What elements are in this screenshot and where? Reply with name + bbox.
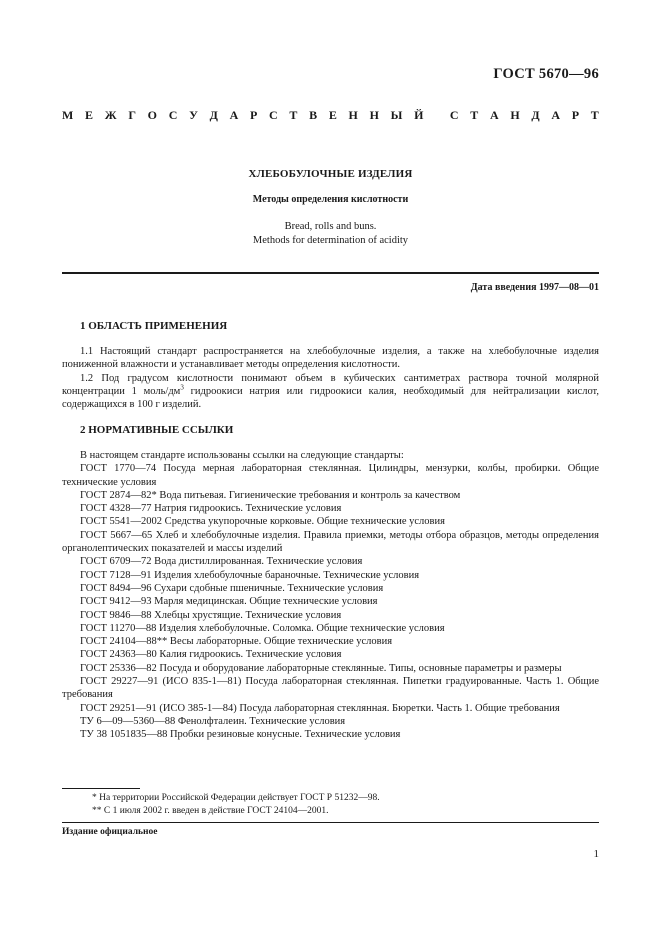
reference-item: ГОСТ 6709—72 Вода дистиллированная. Технические условия <box>80 556 363 568</box>
banner-letter: Р <box>571 108 580 122</box>
banner-letter: Н <box>348 108 358 122</box>
page-number: 1 <box>593 848 599 860</box>
banner-letter: Р <box>249 108 258 122</box>
english-title-line-2: Methods for determination of acidity <box>252 234 409 246</box>
paragraph-1-1: 1.1 Настоящий стандарт распространяется на хлебобулочные изделия, а также на хлебобулочные изделия пониженной влажности и устанавливает методы определения кислотности. <box>62 346 599 371</box>
english-title <box>0 220 661 247</box>
banner-letter: Е <box>328 108 337 122</box>
banner-letter: С <box>168 108 178 122</box>
banner-letter: Д <box>209 108 218 122</box>
reference-item: ГОСТ 9846—88 Хлебцы хрустящие. Технические условия <box>80 609 342 621</box>
banner-letter: Т <box>470 108 479 122</box>
banner-letter: У <box>189 108 198 122</box>
banner-letter: Ы <box>390 108 403 122</box>
banner-letter: Г <box>128 108 136 122</box>
banner-letter: Н <box>510 108 520 122</box>
reference-item: ТУ 38 1051835—88 Пробки резиновые конусные. Технические условия <box>80 729 401 741</box>
english-title-line-1: Bread, rolls and buns. <box>284 221 377 232</box>
footnote-2: ** С 1 июля 2002 г. введен в действие ГОСТ 24104—2001. <box>92 806 329 816</box>
banner-letter: Т <box>590 108 599 122</box>
paragraph-1-2: 1.2 Под градусом кислотности понимают объем в кубических сантиметрах раствора точной молярной концентрации 1 моль/$дм^3$ гидроокиси натрия или гидроокиси калия, необходимый для нейтрализации кислот, содержащихся в 100 г изделий. <box>62 372 599 411</box>
reference-item: ГОСТ 29227—91 (ИСО 835-1—81) Посуда лабораторная стеклянная. Пипетки градуированные. Часть 1. Общие требования <box>62 676 599 701</box>
reference-item: В настоящем стандарте использованы ссылки на следующие стандарты: <box>80 450 404 461</box>
reference-item: ГОСТ 29251—91 (ИСО 385-1—84) Посуда лабораторная стеклянная. Бюретки. Часть 1. Общие требования <box>80 702 560 714</box>
reference-item: ГОСТ 25336—82 Посуда и оборудование лабораторные стеклянные. Типы, основные параметры и размеры <box>80 662 562 674</box>
document-subtitle: Методы определения кислотности <box>252 194 409 205</box>
banner-letter: С <box>449 108 459 122</box>
reference-item: ГОСТ 24363—80 Калия гидроокись. Технические условия <box>80 649 342 661</box>
banner-letter: Д <box>531 108 540 122</box>
interstate-standard-banner <box>62 108 599 123</box>
reference-item: ГОСТ 5667—65 Хлеб и хлебобулочные изделия. Правила приемки, методы отбора образцов, методы определения органолептических показателей и массы изделий <box>62 529 599 555</box>
reference-item: ГОСТ 4328—77 Натрия гидроокись. Технические условия <box>80 503 342 515</box>
footnote-divider <box>62 788 140 789</box>
footer-divider <box>62 822 599 823</box>
section-1-body <box>62 345 599 411</box>
introduction-date: Дата введения 1997—08—01 <box>470 282 599 293</box>
banner-letter: О <box>147 108 158 122</box>
header-divider <box>62 272 599 274</box>
banner-letter: А <box>489 108 499 122</box>
reference-item: ГОСТ 2874—82* Вода питьевая. Гигиенические требования и контроль за качеством <box>80 489 461 501</box>
banner-letter: А <box>551 108 561 122</box>
document-code: ГОСТ 5670—96 <box>493 66 599 82</box>
footnote-1: * На территории Российской Федерации действует ГОСТ Р 51232—98. <box>92 793 380 803</box>
reference-item: ГОСТ 9412—93 Марля медицинская. Общие технические условия <box>80 596 378 608</box>
banner-letter: М <box>62 108 74 122</box>
reference-item: ГОСТ 1770—74 Посуда мерная лабораторная стеклянная. Цилиндры, мензурки, колбы, пробирки. Общие технические условия <box>62 463 599 488</box>
normative-references-list <box>62 449 599 742</box>
banner-letter: Ж <box>104 108 117 122</box>
reference-item: ГОСТ 5541—2002 Средства укупорочные корковые. Общие технические условия <box>80 516 445 528</box>
reference-item: ГОСТ 8494—96 Сухари сдобные пшеничные. Технические условия <box>80 582 384 594</box>
banner-letter: С <box>269 108 278 122</box>
banner-letter: А <box>229 108 239 122</box>
banner-letter: Т <box>289 108 298 122</box>
document-title: ХЛЕБОБУЛОЧНЫЕ ИЗДЕЛИЯ <box>248 168 413 180</box>
banner-letter: Е <box>85 108 94 122</box>
reference-item: ГОСТ 7128—91 Изделия хлебобулочные бараночные. Технические условия <box>80 569 420 581</box>
reference-item: ГОСТ 24104—88** Весы лабораторные. Общие технические условия <box>80 636 393 648</box>
edition-label: Издание официальное <box>62 827 158 837</box>
banner-letter: Н <box>369 108 379 122</box>
reference-item: ГОСТ 11270—88 Изделия хлебобулочные. Соломка. Общие технические условия <box>80 622 445 634</box>
banner-letter: Й <box>414 108 424 122</box>
banner-letter <box>435 108 438 123</box>
reference-item: ТУ 6—09—5360—88 Фенолфталеин. Технические условия <box>80 715 346 727</box>
banner-letter: В <box>309 108 318 122</box>
section-2-heading: 2 НОРМАТИВНЫЕ ССЫЛКИ <box>80 424 234 436</box>
footnotes <box>62 792 599 818</box>
section-1-heading: 1 ОБЛАСТЬ ПРИМЕНЕНИЯ <box>80 320 228 332</box>
